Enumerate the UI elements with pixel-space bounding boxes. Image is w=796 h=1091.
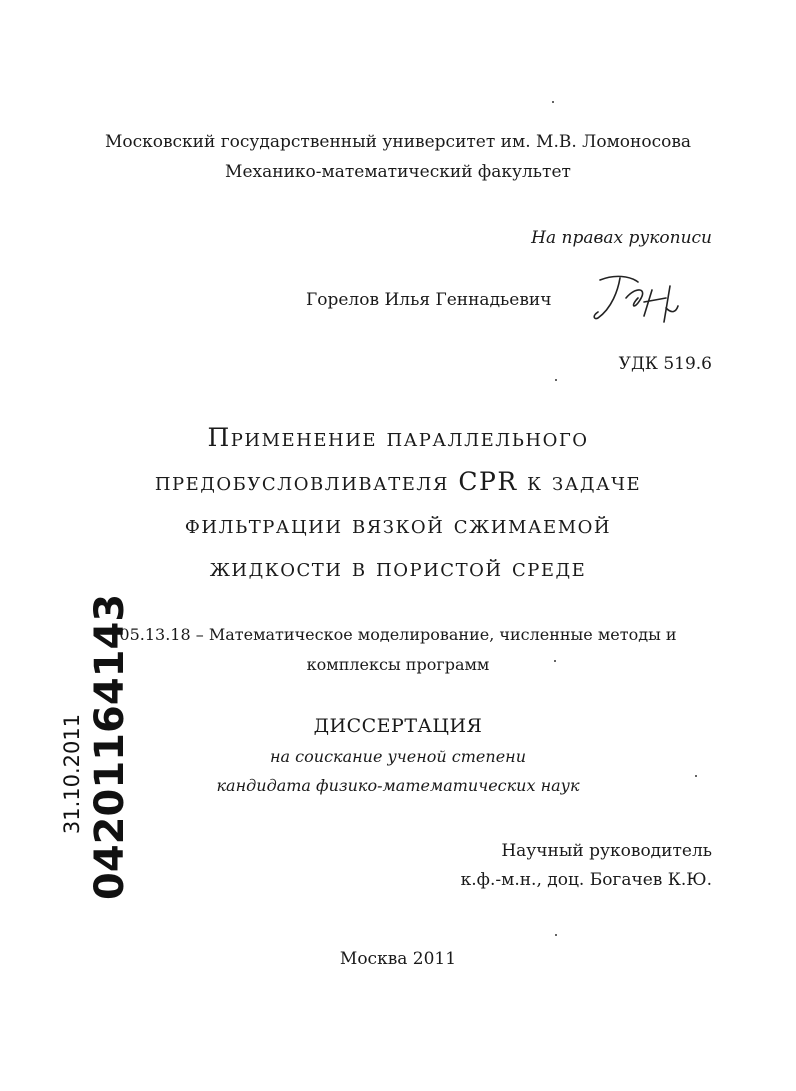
scan-speck [554,660,556,662]
degree-line-2: кандидата физико-математических наук [216,776,580,795]
specialty-line-2: комплексы программ [306,655,490,674]
title-line-3: фильтрации вязкой сжимаемой [184,510,612,539]
title-line-1: Применение параллельного [207,423,589,452]
scan-speck [555,379,557,381]
specialty-line-1: 05.13.18 – Математическое моделирование, численные методы и [119,625,677,644]
degree-line-1: на соискание ученой степени [270,747,526,766]
scan-speck [695,775,697,777]
manuscript-note: На правах рукописи [531,228,712,248]
supervisor-label: Научный руководитель [501,841,712,861]
scan-speck [555,934,557,936]
faculty-name: Механико-математический факультет [225,162,571,182]
university-name: Московский государственный университет им. М.В. Ломоносова [104,132,692,152]
scan-speck [552,101,554,103]
library-stamp-date: 31.10.2011 [60,713,84,835]
udc-code: УДК 519.6 [618,354,712,374]
library-stamp-number: 04201164143 [87,593,133,900]
place-and-year: Москва 2011 [339,949,457,969]
title-line-2: предобусловливателя CPR к задаче [154,467,642,496]
supervisor-name: к.ф.-м.н., доц. Богачев К.Ю. [460,870,712,890]
author-name: Горелов Илья Геннадьевич [306,290,552,310]
author-signature [590,268,680,326]
degree-type: ДИССЕРТАЦИЯ [313,715,483,737]
title-line-4: жидкости в пористой среде [209,553,587,582]
